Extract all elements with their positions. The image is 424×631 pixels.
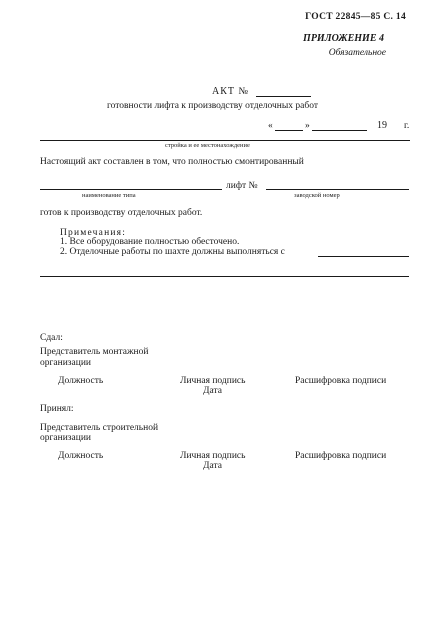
notes-line <box>40 276 409 277</box>
handed-over-date: Дата <box>203 386 222 396</box>
type-caption: наименование типа <box>82 192 136 199</box>
appendix-title: ПРИЛОЖЕНИЕ 4 <box>303 33 384 44</box>
lift-type-line <box>40 189 222 190</box>
ready-text: готов к производству отделочных работ. <box>40 208 203 218</box>
handed-over-org-line2: организации <box>40 358 92 368</box>
accepted-date: Дата <box>203 461 222 471</box>
accepted-transcript: Расшифровка подписи <box>295 451 387 461</box>
lift-number-line <box>266 189 409 190</box>
accepted-org-line1: Представитель строительной <box>40 423 159 433</box>
handed-over-position: Должность <box>58 376 104 386</box>
note-2-line <box>318 256 409 257</box>
act-subtitle: готовности лифта к производству отделочных работ <box>107 101 318 111</box>
statement-text: Настоящий акт составлен в том, что полностью смонтированный <box>40 157 304 167</box>
year-suffix: г. <box>404 121 410 131</box>
accepted-signature: Личная подпись <box>180 451 246 461</box>
standard-number: ГОСТ 22845—85 С. 14 <box>305 12 406 22</box>
date-day-line <box>275 130 303 131</box>
handed-over-org-line1: Представитель монтажной <box>40 347 149 357</box>
act-number-line <box>256 96 311 97</box>
act-title: АКТ № <box>212 86 250 97</box>
site-caption: стройка и ее местонахождение <box>165 142 250 149</box>
accepted-org-line2: организации <box>40 433 92 443</box>
site-line <box>40 140 410 141</box>
serial-caption: заводской номер <box>294 192 340 199</box>
handed-over-label: Сдал: <box>40 333 63 343</box>
accepted-label: Принял: <box>40 404 74 414</box>
note-1: 1. Все оборудование полностью обесточено. <box>60 237 240 247</box>
year-prefix: 19 <box>377 120 387 131</box>
notes-heading: Примечания: <box>60 228 127 238</box>
note-2: 2. Отделочные работы по шахте должны выполняться с <box>60 247 285 257</box>
handed-over-transcript: Расшифровка подписи <box>295 376 387 386</box>
date-open-quote: « <box>268 121 273 131</box>
lift-number-label: лифт № <box>226 181 258 191</box>
handed-over-signature: Личная подпись <box>180 376 246 386</box>
date-close-quote: » <box>305 121 310 131</box>
appendix-subtitle: Обязательное <box>328 48 386 58</box>
accepted-position: Должность <box>58 451 104 461</box>
date-month-line <box>312 130 367 131</box>
